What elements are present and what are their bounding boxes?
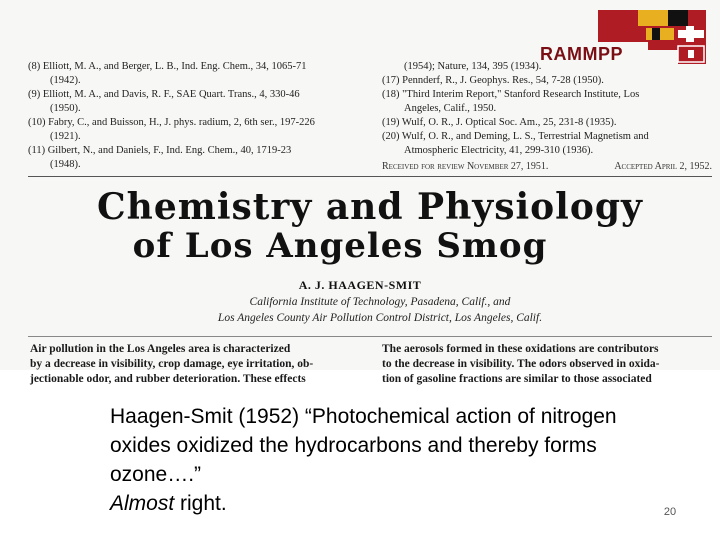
abstract-line: Air pollution in the Los Angeles area is characterized [30, 343, 291, 355]
quote-line: oxides oxidized the hydrocarbons and thereby forms [110, 434, 597, 457]
abstract-divider [28, 336, 712, 337]
reference-line: (1950). [50, 103, 81, 114]
reference-line: (18) "Third Interim Report," Stanford Research Institute, Los [382, 89, 640, 100]
reference-line: (17) Pennderf, R., J. Geophys. Res., 54, 7-28 (1950). [382, 75, 604, 86]
author-affiliation-line1: California Institute of Technology, Pasadena, Calif., and [249, 296, 511, 308]
abstract-left-column [30, 342, 360, 387]
slide-quote [110, 402, 690, 518]
reference-line: (1921). [50, 131, 81, 142]
abstract-line: by a decrease in visibility, crop damage, eye irritation, ob- [30, 358, 314, 370]
abstract-line: jectionable odor, and rubber deterioration. These effects [30, 373, 306, 385]
reference-line: (8) Elliott, M. A., and Berger, L. B., Ind. Eng. Chem., 34, 1065-71 [28, 61, 307, 72]
reference-line: Atmospheric Electricity, 41, 299-310 (1936). [404, 145, 594, 156]
article-title-line1: Chemistry and Physiology [97, 186, 643, 228]
logo-text: RAMMPP [540, 44, 623, 64]
received-date: Received for review November 27, 1951. [382, 161, 549, 172]
reference-line: (1942). [50, 75, 81, 86]
slide-page-number: 20 [663, 506, 677, 518]
reference-line: Angeles, Calif., 1950. [404, 103, 497, 114]
author-affiliation-line2: Los Angeles County Air Pollution Control District, Los Angeles, Calif. [217, 312, 543, 324]
quote-conclusion [110, 489, 690, 518]
references-left-column [28, 60, 358, 172]
references-right-column [382, 60, 712, 158]
received-accepted-line [382, 161, 712, 172]
quote-line: ozone….” [110, 463, 202, 486]
reference-line: (11) Gilbert, N., and Daniels, F., Ind. Eng. Chem., 40, 1719-23 [28, 145, 292, 156]
quote-line: Haagen-Smit (1952) “Photochemical action of nitrogen [110, 405, 617, 428]
abstract-line: to the decrease in visibility. The odors observed in oxida- [382, 358, 660, 370]
reference-line: (1948). [50, 159, 81, 170]
reference-line: (1954); Nature, 134, 395 (1934). [404, 61, 542, 72]
quote-conclusion-rest: right. [174, 492, 227, 515]
section-divider [28, 176, 712, 177]
reference-line: (9) Elliott, M. A., and Davis, R. F., SAE Quart. Trans., 4, 330-46 [28, 89, 300, 100]
reference-line: (10) Fabry, C., and Buisson, H., J. phys. radium, 2, 6th ser., 197-226 [28, 117, 315, 128]
reference-line: (20) Wulf, O. R., and Deming, L. S., Terrestrial Magnetism and [382, 131, 649, 142]
quote-emphasis: Almost [110, 492, 175, 515]
article-author: A. J. HAAGEN-SMIT [298, 278, 422, 292]
abstract-line: The aerosols formed in these oxidations are contributors [382, 343, 659, 355]
article-title-line2: of Los Angeles Smog [132, 226, 548, 266]
accepted-date: Accepted April 2, 1952. [614, 161, 712, 172]
abstract-line: tion of gasoline fractions are similar to those associated [382, 373, 652, 385]
reference-line: (19) Wulf, O. R., J. Optical Soc. Am., 25, 231-8 (1935). [382, 117, 617, 128]
abstract-right-column [382, 342, 712, 387]
